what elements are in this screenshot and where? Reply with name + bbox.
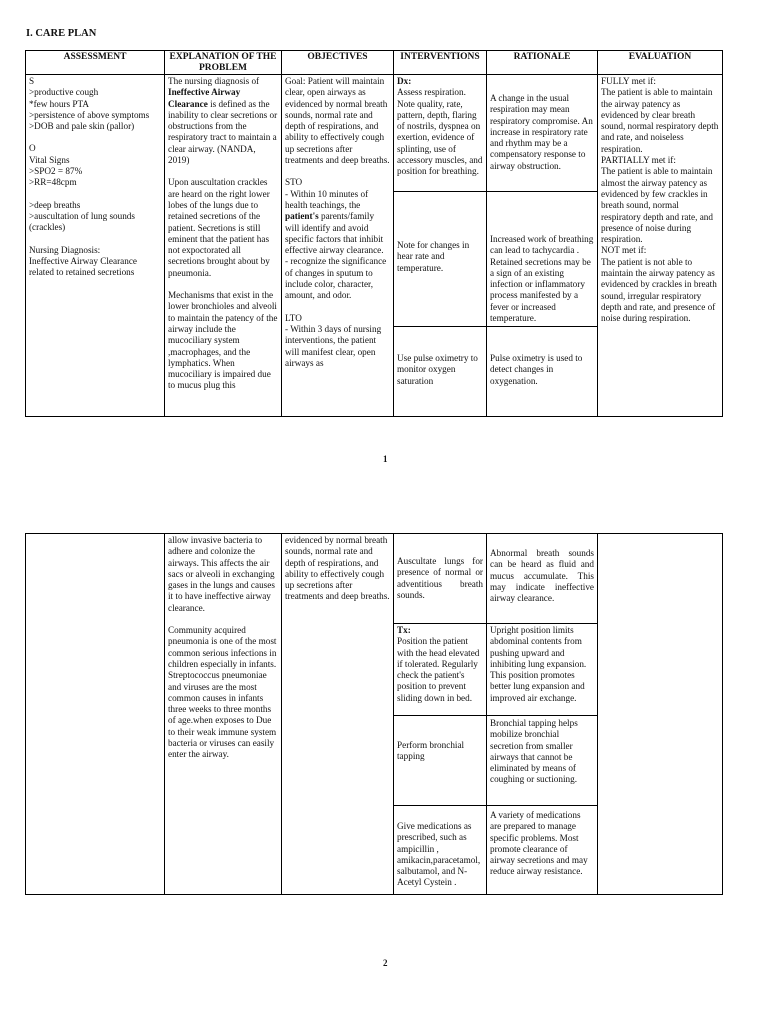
intervention-text: Give medications as prescribed, such as ampicillin , amikacin,paracetamol, salbutamol, and N-Acetyl Cystein . <box>397 821 481 888</box>
goal-text: Goal: Patient will maintain clear, open airways as evidenced by normal breath sounds, normal rate and depth of respirations, and ability to effectively cough up secretions after treatments and deep breaths. <box>285 76 390 166</box>
intervention-cell <box>394 716 486 806</box>
lto-text: - Within 3 days of nursing interventions, the patient will manifest clear, open airways as <box>285 323 382 368</box>
fully-met-text: The patient is able to maintain the airway patency as evidenced by clear breath sound, normal respiratory depth and rate, and noiseless respiration. <box>601 87 719 154</box>
evaluation-column <box>597 534 722 894</box>
subjective-item: >persistence of above symptoms <box>29 109 150 120</box>
objective-item: >deep breaths <box>29 199 81 210</box>
explanation-paragraph: Upon auscultation crackles are heard on the right lower lobes of the lungs due to retained secretions of the patient. Secretions is still eminent that the patient has not expoctorated all secretions brought about by pneumonia. <box>168 177 270 278</box>
rationale-column <box>486 534 597 894</box>
intervention-text: Perform bronchial tapping <box>397 740 465 762</box>
intervention-text: Note for changes in hear rate and temperature. <box>397 240 470 273</box>
sto-text: - Within 10 minutes of health teachings, the patient's parents/family will identify and avoid specific factors that inhibit effective airway clearance. <box>285 188 384 256</box>
vital-sign: >SPO2 = 87% <box>29 166 83 177</box>
objectives-column <box>281 51 393 416</box>
objectives-cell <box>282 75 393 370</box>
explanation-paragraph: allow invasive bacteria to adhere and colonize the airways. This affects the air sacs or alveoli in exchanging gases in the lungs and causes it to have ineffective airway clearance. <box>168 535 275 613</box>
rationale-text: A change in the usual respiration may mean respiratory compromise. An increase in respiratory rate and rhythm may be a compensatory response to airway obstruction. <box>490 93 593 171</box>
vital-signs-label: Vital Signs <box>29 154 70 165</box>
explanation-column <box>164 51 281 416</box>
rationale-cell <box>487 192 597 327</box>
evaluation-header: EVALUATION <box>598 51 722 75</box>
explanation-paragraph: The nursing diagnosis of Ineffective Airway Clearance is defined as the inability to clear secretions or obstructions from the respiratory tract to maintain a clear airway. (NANDA, 2019) <box>168 76 278 166</box>
nursing-diagnosis-label: Nursing Diagnosis: <box>29 244 101 255</box>
assessment-header: ASSESSMENT <box>26 51 164 75</box>
intervention-cell <box>394 192 486 327</box>
not-met-text: The patient is not able to maintain the airway patency as evidenced by crackles in breath sound, irregular respiratory depth and rate, and presence of noise during respiration. <box>601 256 717 324</box>
evaluation-cell <box>598 75 722 326</box>
rationale-text: Increased work of breathing can lead to tachycardia . Retained secretions may be a sign of an existing infection or inflammatory process manifested by a fever or increased temperature. <box>490 234 594 324</box>
intervention-text: Position the patient with the head elevated if tolerated. Regularly check the patient's position to prevent sliding down in bed. <box>397 636 480 703</box>
intervention-text: Assess respiration. Note quality, rate, pattern, depth, flaring of nostrils, dyspnea on exertion, evidence of splinting, use of accessory muscles, and position for breathing. <box>397 87 483 177</box>
explanation-paragraph: Community acquired pneumonia is one of the most common serious infections in children especially in infants. Streptococcus pneumoniae and viruses are the most common causes in infants three weeks to three months of age.when exposes to Due to their weak immune system bacteria or viruses can easily enter the airway. <box>168 625 277 760</box>
objectives-column <box>281 534 393 894</box>
rationale-text: Upright position limits abdominal contents from pushing upward and inhibiting lung expansion. This position promotes better lung expansion and improved air exchange. <box>490 625 587 703</box>
assessment-column <box>26 534 164 894</box>
treatment-label: Tx: <box>397 625 411 635</box>
explanation-header: EXPLANATION OF THE PROBLEM <box>165 51 281 75</box>
rationale-column <box>486 51 597 416</box>
objectives-cell <box>282 534 393 604</box>
explanation-cell <box>165 534 281 762</box>
subjective-label: S <box>29 76 35 86</box>
care-plan-title: I. CARE PLAN <box>26 28 97 39</box>
rationale-cell <box>487 327 597 388</box>
intervention-cell <box>394 327 486 388</box>
rationale-header: RATIONALE <box>487 51 597 75</box>
interventions-column <box>393 534 486 894</box>
care-plan-table-page-1 <box>25 50 723 417</box>
rationale-cell <box>487 624 597 716</box>
not-met-label: NOT met if: <box>601 245 647 256</box>
evaluation-column <box>597 51 722 416</box>
explanation-paragraph: Mechanisms that exist in the lower bronchioles and alveoli to maintain the patency of the airway include the mucociliary system ,macrophages, and the lymphatics. When mucociliary is impaired due to mucus plug this <box>168 290 278 391</box>
intervention-cell <box>394 806 486 890</box>
explanation-column <box>164 534 281 894</box>
rationale-text: Bronchial tapping helps mobilize bronchial secretion from smaller airways that cannot be eliminated by means of coughing or suctioning. <box>490 718 578 785</box>
objectives-text: evidenced by normal breath sounds, normal rate and depth of respirations, and ability to effectively cough up secretions after treatments and deep breaths. <box>285 535 390 602</box>
rationale-text: Abnormal breath sounds can be heard as fluid and mucus accumulate. This may indicate ineffective airway clearance. <box>490 548 594 604</box>
objectives-header: OBJECTIVES <box>282 51 393 75</box>
sto-text: - recognize the significance of changes in sputum to include color, character, amount, and odor. <box>285 256 387 301</box>
vital-sign: >RR=48cpm <box>29 177 77 188</box>
intervention-cell <box>394 534 486 624</box>
sto-label: STO <box>285 177 303 188</box>
page-number: 1 <box>383 454 388 464</box>
intervention-cell <box>394 75 486 192</box>
partially-met-text: The patient is able to maintain almost the airway patency as evidenced by few crackles in breath sound, normal respiratory depth and rate, and presence of noise during respiration. <box>601 166 713 245</box>
rationale-text: Pulse oximetry is used to detect changes in oxygenation. <box>490 353 583 386</box>
rationale-cell <box>487 534 597 624</box>
nursing-diagnosis: Ineffective Airway Clearance related to retained secretions <box>29 255 137 278</box>
diagnostic-label: Dx: <box>397 76 412 86</box>
subjective-item: >productive cough <box>29 87 99 98</box>
subjective-item: *few hours PTA <box>29 98 89 109</box>
explanation-cell <box>165 75 281 393</box>
rationale-cell <box>487 716 597 806</box>
interventions-column <box>393 51 486 416</box>
rationale-text: A variety of medications are prepared to manage specific problems. Most promote clearance of airway secretions and may reduce airway resistance. <box>490 810 588 877</box>
page-number: 2 <box>383 958 388 968</box>
fully-met-label: FULLY met if: <box>601 76 656 86</box>
objective-label: O <box>29 143 36 154</box>
lto-label: LTO <box>285 312 302 323</box>
rationale-cell <box>487 75 597 192</box>
care-plan-table-page-2 <box>25 533 723 895</box>
partially-met-label: PARTIALLY met if: <box>601 155 676 166</box>
assessment-column <box>26 51 164 416</box>
intervention-cell <box>394 624 486 716</box>
objective-item: >auscultation of lung sounds (crackles) <box>29 210 135 233</box>
intervention-text: Auscultate lungs for presence of normal or adventitious breath sounds. <box>397 556 483 600</box>
assessment-cell <box>26 75 164 279</box>
subjective-item: >DOB and pale skin (pallor) <box>29 121 135 132</box>
rationale-cell <box>487 806 597 879</box>
intervention-text: Use pulse oximetry to monitor oxygen saturation <box>397 353 478 386</box>
interventions-header: INTERVENTIONS <box>394 51 486 75</box>
